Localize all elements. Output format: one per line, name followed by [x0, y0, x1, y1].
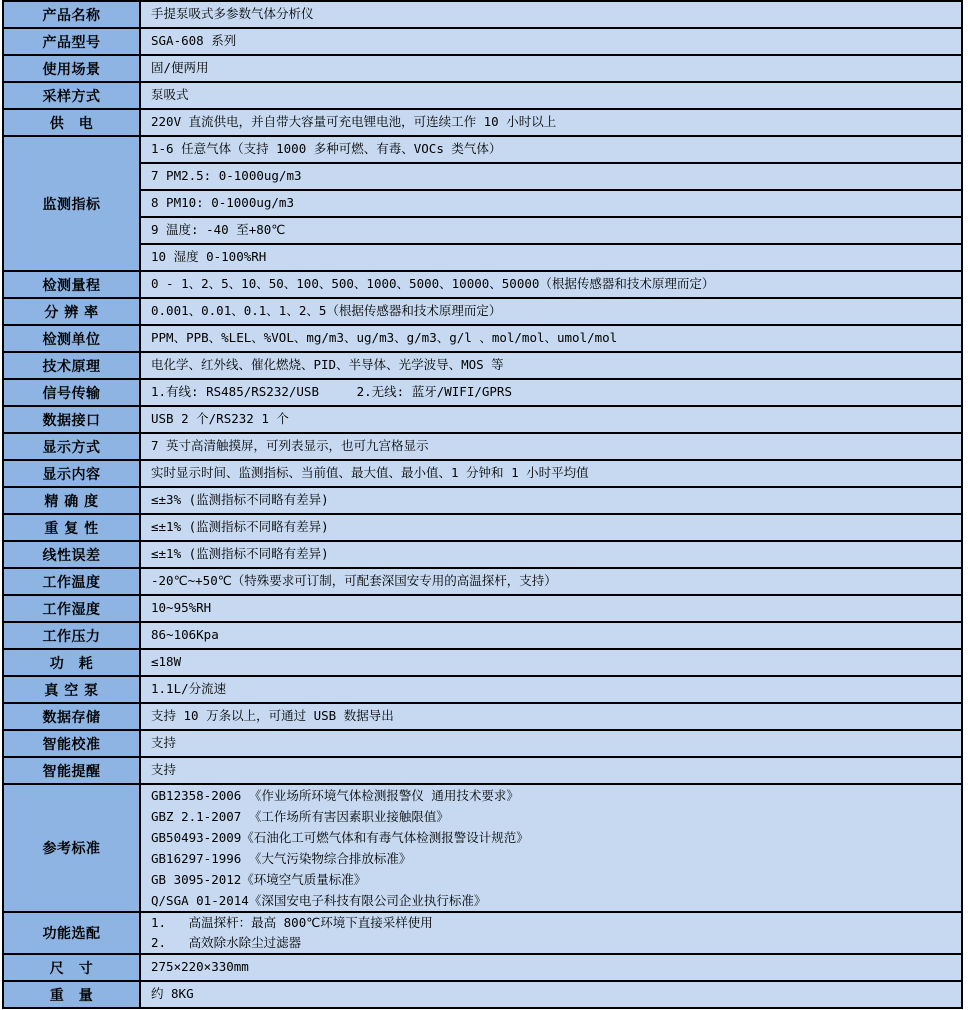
spec-value-line: 1. 高温探杆：最高 800℃环境下直接采样使用 [151, 915, 433, 930]
spec-row-label: 线性误差 [3, 541, 140, 568]
spec-row-label: 信号传输 [3, 379, 140, 406]
spec-row-value: 10~95%RH [140, 595, 962, 622]
spec-row-label: 检测量程 [3, 271, 140, 298]
table-row [3, 271, 962, 298]
spec-row-label: 产品型号 [3, 28, 140, 55]
table-row [3, 541, 962, 568]
spec-row-value: ≤18W [140, 649, 962, 676]
spec-value-line: Q/SGA 01-2014《深国安电子科技有限公司企业执行标准》 [151, 893, 487, 908]
spec-row-value: 固/便两用 [140, 55, 962, 82]
table-row [3, 487, 962, 514]
spec-row-label: 分 辨 率 [3, 298, 140, 325]
spec-row-value: 支持 [140, 757, 962, 784]
table-row [3, 514, 962, 541]
spec-row-label: 检测单位 [3, 325, 140, 352]
spec-row-label: 真 空 泵 [3, 676, 140, 703]
spec-row-label: 采样方式 [3, 82, 140, 109]
table-row [3, 595, 962, 622]
spec-row-label: 工作温度 [3, 568, 140, 595]
spec-row-label: 数据接口 [3, 406, 140, 433]
spec-row-value: 1-6 任意气体（支持 1000 多种可燃、有毒、VOCs 类气体） [140, 136, 962, 163]
spec-row-label: 工作湿度 [3, 595, 140, 622]
spec-row-value: 220V 直流供电，并自带大容量可充电锂电池，可连续工作 10 小时以上 [140, 109, 962, 136]
table-row [3, 217, 962, 244]
spec-value-line: GB12358-2006 《作业场所环境气体检测报警仪 通用技术要求》 [151, 788, 519, 803]
spec-value-line: GB16297-1996 《大气污染物综合排放标准》 [151, 851, 412, 866]
spec-row-value: SGA-608 系列 [140, 28, 962, 55]
spec-value-line: GB 3095-2012《环境空气质量标准》 [151, 872, 367, 887]
table-row [3, 433, 962, 460]
spec-row-label: 智能提醒 [3, 757, 140, 784]
spec-row-value: 1.1L/分流速 [140, 676, 962, 703]
spec-row-label: 精 确 度 [3, 487, 140, 514]
spec-row-value: ≤±1% (监测指标不同略有差异) [140, 541, 962, 568]
spec-row-value: 1.有线: RS485/RS232/USB 2.无线: 蓝牙/WIFI/GPRS [140, 379, 962, 406]
spec-row-value: 10 湿度 0-100%RH [140, 244, 962, 271]
table-row [3, 757, 962, 784]
table-row [3, 136, 962, 163]
spec-row-value: 约 8KG [140, 981, 962, 1008]
spec-row-value: 86~106Kpa [140, 622, 962, 649]
table-row [3, 82, 962, 109]
spec-row-label: 功 耗 [3, 649, 140, 676]
spec-row-value: ≤±3% (监测指标不同略有差异) [140, 487, 962, 514]
spec-row-label: 工作压力 [3, 622, 140, 649]
spec-row-label: 使用场景 [3, 55, 140, 82]
table-row [3, 352, 962, 379]
table-row [3, 1, 962, 28]
spec-row-label: 技术原理 [3, 352, 140, 379]
spec-row-label: 参考标准 [3, 784, 140, 912]
spec-row-label: 数据存储 [3, 703, 140, 730]
spec-row-label: 智能校准 [3, 730, 140, 757]
product-spec-table [2, 0, 963, 1009]
spec-row-value: 泵吸式 [140, 82, 962, 109]
spec-row-label: 监测指标 [3, 136, 140, 271]
table-row [3, 55, 962, 82]
table-row [3, 460, 962, 487]
table-row [3, 163, 962, 190]
table-row [3, 379, 962, 406]
table-row [3, 406, 962, 433]
table-row [3, 703, 962, 730]
table-row [3, 109, 962, 136]
table-row [3, 325, 962, 352]
spec-row-value: -20℃~+50℃（特殊要求可订制，可配套深国安专用的高温探杆，支持） [140, 568, 962, 595]
spec-row-value: 0 - 1、2、5、10、50、100、500、1000、5000、10000、50000（根据传感器和技术原理而定） [140, 271, 962, 298]
spec-row-value: 实时显示时间、监测指标、当前值、最大值、最小值、1 分钟和 1 小时平均值 [140, 460, 962, 487]
spec-row-value: 支持 10 万条以上，可通过 USB 数据导出 [140, 703, 962, 730]
table-row [3, 622, 962, 649]
spec-row-value: PPM、PPB、%LEL、%VOL、mg/m3、ug/m3、g/m3、g/l 、mol/mol、umol/mol [140, 325, 962, 352]
spec-row-value: 0.001、0.01、0.1、1、2、5（根据传感器和技术原理而定） [140, 298, 962, 325]
spec-row-label: 显示内容 [3, 460, 140, 487]
spec-value-line: GBZ 2.1-2007 《工作场所有害因素职业接触限值》 [151, 809, 449, 824]
table-row [3, 676, 962, 703]
spec-value-line: GB50493-2009《石油化工可燃气体和有毒气体检测报警设计规范》 [151, 830, 529, 845]
table-row [3, 190, 962, 217]
table-row [3, 298, 962, 325]
spec-row-label: 显示方式 [3, 433, 140, 460]
spec-row-value: 275×220×330mm [140, 954, 962, 981]
spec-row-value: 9 温度: -40 至+80℃ [140, 217, 962, 244]
table-row [3, 954, 962, 981]
table-row [3, 730, 962, 757]
spec-row-label: 尺 寸 [3, 954, 140, 981]
table-row [3, 784, 962, 912]
spec-row-label: 功能选配 [3, 912, 140, 954]
spec-row-value: 手提泵吸式多参数气体分析仪 [140, 1, 962, 28]
spec-row-value [140, 912, 962, 954]
spec-row-value: USB 2 个/RS232 1 个 [140, 406, 962, 433]
spec-row-label: 重 量 [3, 981, 140, 1008]
table-row [3, 568, 962, 595]
spec-row-value [140, 784, 962, 912]
table-row [3, 28, 962, 55]
spec-row-label: 供 电 [3, 109, 140, 136]
table-row [3, 649, 962, 676]
spec-row-value: ≤±1% (监测指标不同略有差异) [140, 514, 962, 541]
spec-row-value: 电化学、红外线、催化燃烧、PID、半导体、光学波导、MOS 等 [140, 352, 962, 379]
spec-row-value: 支持 [140, 730, 962, 757]
spec-row-value: 7 英寸高清触摸屏，可列表显示，也可九宫格显示 [140, 433, 962, 460]
spec-value-line: 2. 高效除水除尘过滤器 [151, 935, 302, 950]
spec-row-label: 产品名称 [3, 1, 140, 28]
table-row [3, 244, 962, 271]
table-row [3, 981, 962, 1008]
spec-row-value: 7 PM2.5: 0-1000ug/m3 [140, 163, 962, 190]
table-row [3, 912, 962, 954]
spec-row-label: 重 复 性 [3, 514, 140, 541]
spec-table-body [3, 1, 962, 1008]
spec-row-value: 8 PM10: 0-1000ug/m3 [140, 190, 962, 217]
